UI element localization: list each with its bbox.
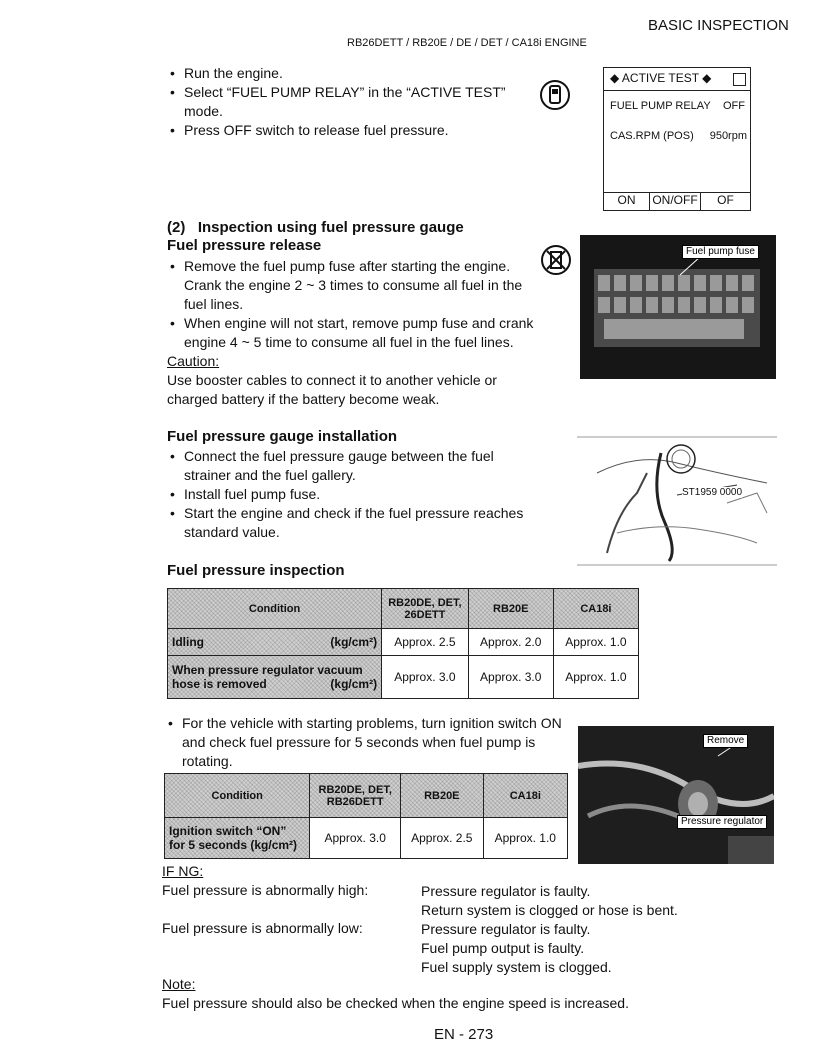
value-cell: Approx. 2.5 [382, 629, 469, 656]
table-header: RB20E [401, 774, 484, 818]
value-cell: Approx. 3.0 [468, 656, 553, 699]
table-header: Condition [168, 589, 382, 629]
table-row [168, 629, 639, 656]
screen-line2-label: CAS.RPM (POS) [610, 130, 694, 142]
screen-off-button[interactable]: OF [717, 193, 734, 207]
table-header: RB20DE, DET, RB26DETT [310, 774, 401, 818]
table-row [168, 656, 639, 699]
pressure-table-idle [167, 588, 639, 699]
installation-steps [166, 447, 548, 542]
caution-label: Caution: [167, 353, 220, 369]
release-title: Fuel pressure release [167, 237, 322, 254]
pressure-table-ignition [164, 773, 568, 859]
tool-number-label: ST1959 0000 [682, 487, 743, 498]
value-cell: Approx. 2.0 [468, 629, 553, 656]
value-cell: Approx. 3.0 [382, 656, 469, 699]
low-cause-3: Fuel supply system is clogged. [421, 959, 612, 975]
list-item: • When engine will not start, remove pump fuse and crank engine 4 ~ 5 time to consume all fuel in the fuel lines. [166, 314, 559, 352]
value-cell: Approx. 1.0 [483, 818, 567, 859]
low-cause-2: Fuel pump output is faulty. [421, 940, 585, 956]
list-item: • Remove the fuel pump fuse after starting the engine. Crank the engine 2 ~ 3 times to consume all fuel in the fuel lines. [166, 257, 544, 314]
screen-on-button[interactable]: ON [604, 193, 650, 211]
list-item: • Select “FUEL PUMP RELAY” in the “ACTIVE TEST” mode. [166, 83, 546, 121]
high-pressure-label: Fuel pressure is abnormally high: [162, 882, 369, 898]
value-cell: Approx. 2.5 [401, 818, 484, 859]
condition-cell: Ignition switch “ON” for 5 seconds (kg/cm²) [165, 818, 310, 859]
inspection-title: Fuel pressure inspection [167, 562, 345, 579]
condition-cell: Idling (kg/cm²) [168, 629, 382, 656]
note-label: Note: [162, 976, 196, 992]
table-header: RB20E [468, 589, 553, 629]
table-header: RB20DE, DET, 26DETT [382, 589, 469, 629]
section-title: BASIC INSPECTION [648, 17, 789, 34]
release-steps [166, 257, 544, 352]
section-heading: (2) Inspection using fuel pressure gauge [167, 219, 464, 236]
screen-title: ◆ ACTIVE TEST ◆ [610, 71, 712, 85]
screen-line1-label: FUEL PUMP RELAY [610, 100, 711, 112]
consult-icon [540, 80, 570, 110]
screen-line2-value: 950rpm [709, 130, 747, 142]
list-item: • Install fuel pump fuse. [166, 485, 548, 504]
intro-steps [166, 64, 546, 140]
list-item: • Run the engine. [166, 64, 546, 83]
fuse-box-photo [580, 235, 776, 379]
high-cause-2: Return system is clogged or hose is bent. [421, 902, 678, 918]
pressure-regulator-label: Pressure regulator [677, 815, 767, 829]
installation-title: Fuel pressure gauge installation [167, 428, 398, 445]
value-cell: Approx. 1.0 [553, 629, 638, 656]
gauge-installation-drawing [577, 433, 777, 567]
note-text: Fuel pressure should also be checked when the engine speed is increased. [162, 995, 629, 1011]
screen-line1-value: OFF [723, 100, 745, 112]
consult-screen [603, 67, 751, 211]
remove-label: Remove [703, 734, 748, 748]
if-ng-label: IF NG: [162, 863, 204, 879]
engine-list: RB26DETT / RB20E / DE / DET / CA18i ENGINE [347, 37, 587, 49]
list-item: • Press OFF switch to release fuel pressure. [166, 121, 546, 140]
screen-onoff-button[interactable]: ON/OFF [650, 193, 701, 211]
table-header: CA18i [553, 589, 638, 629]
checkbox-icon [733, 73, 746, 86]
value-cell: Approx. 3.0 [310, 818, 401, 859]
starting-problems-note [164, 714, 564, 771]
table-header: Condition [165, 774, 310, 818]
list-item: • Connect the fuel pressure gauge between the fuel strainer and the fuel gallery. [166, 447, 529, 485]
pressure-regulator-photo [578, 726, 774, 864]
list-item: • For the vehicle with starting problems, turn ignition switch ON and check fuel pressure for 5 seconds when fuel pump is rotating. [164, 714, 564, 771]
condition-cell: When pressure regulator vacuum hose is removed (kg/cm²) [168, 656, 382, 699]
caution-text: Use booster cables to connect it to another vehicle or charged battery if the battery become weak. [167, 372, 497, 407]
low-cause-1: Pressure regulator is faulty. [421, 921, 591, 937]
value-cell: Approx. 1.0 [553, 656, 638, 699]
table-row [165, 818, 568, 859]
fuel-pump-fuse-label: Fuel pump fuse [682, 245, 759, 259]
page-number: EN - 273 [434, 1026, 494, 1043]
fuse-removed-icon [541, 245, 571, 275]
list-item: • Start the engine and check if the fuel pressure reaches standard value. [166, 504, 548, 542]
table-header: CA18i [483, 774, 567, 818]
low-pressure-label: Fuel pressure is abnormally low: [162, 920, 363, 936]
high-cause-1: Pressure regulator is faulty. [421, 883, 591, 899]
